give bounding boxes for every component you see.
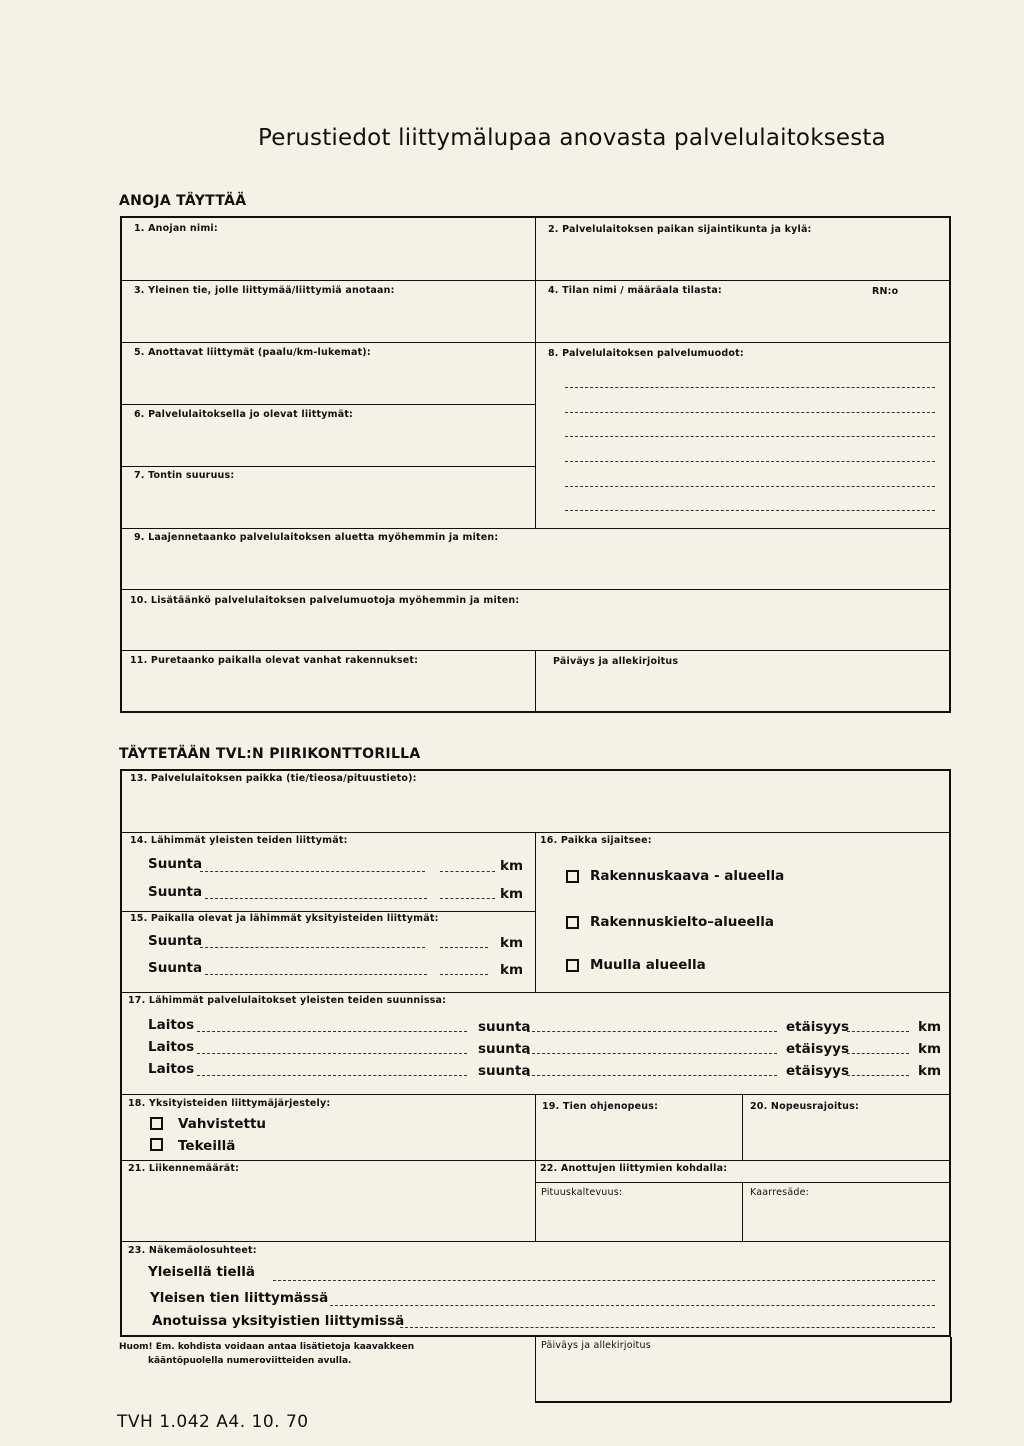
suunta-label: Suunta <box>148 933 203 949</box>
km-line-1b[interactable] <box>440 898 495 899</box>
visibility-private-junction-label: Anotuissa yksityistien liittymissä <box>152 1313 405 1329</box>
km-line-2b[interactable] <box>440 974 488 975</box>
service-forms-line-2[interactable] <box>565 412 935 413</box>
etaisyys-line-1[interactable] <box>847 1031 909 1032</box>
applicant-name-label: 1. Anojan nimi: <box>134 223 218 234</box>
visibility-line-2[interactable] <box>330 1305 935 1306</box>
visibility-line-1[interactable] <box>273 1280 935 1281</box>
checkbox-muulla-alueella[interactable] <box>566 959 579 972</box>
rn-label: RN:o <box>872 286 899 297</box>
laitos-line-2[interactable] <box>197 1053 467 1054</box>
section-heading-applicant: ANOJA TÄYTTÄÄ <box>119 193 247 209</box>
private-road-arrangement-label: 18. Yksityisteiden liittymäjärjestely: <box>128 1098 331 1109</box>
requested-connections-label: 5. Anottavat liittymät (paalu/km-lukemat): <box>134 347 371 358</box>
nearest-services-label: 17. Lähimmät palvelulaitokset yleisten teiden suunnissa: <box>128 995 447 1006</box>
public-road-label: 3. Yleinen tie, jolle liittymää/liittymiä anotaan: <box>134 285 395 296</box>
service-forms-line-6[interactable] <box>565 510 935 511</box>
gradient-label: Pituuskaltevuus: <box>541 1187 623 1198</box>
km-line-2a[interactable] <box>440 947 488 948</box>
date-signature-label-2: Päiväys ja allekirjoitus <box>541 1340 651 1351</box>
note-line-1: Huom! Em. kohdista voidaan antaa lisätietoja kaavakkeen <box>119 1342 415 1352</box>
laitos-label: Laitos <box>148 1017 195 1033</box>
service-location-label: 13. Palvelulaitoksen paikka (tie/tieosa/pituustieto): <box>130 773 417 784</box>
option-vahvistettu: Vahvistettu <box>178 1116 267 1132</box>
km-unit: km <box>500 935 524 951</box>
nearest-public-roads-label: 14. Lähimmät yleisten teiden liittymät: <box>130 835 348 846</box>
demolition-label: 11. Puretaanko paikalla olevat vanhat rakennukset: <box>130 655 419 666</box>
service-forms-line-4[interactable] <box>565 461 935 462</box>
checkbox-vahvistettu[interactable] <box>150 1117 163 1130</box>
laitos-line-3[interactable] <box>197 1075 467 1076</box>
km-unit: km <box>500 962 524 978</box>
suunta-line-1a[interactable] <box>200 871 425 872</box>
visibility-line-3[interactable] <box>400 1327 935 1328</box>
etaisyys-line-2[interactable] <box>847 1053 909 1054</box>
service-forms-line-3[interactable] <box>565 436 935 437</box>
option-muulla-alueella: Muulla alueella <box>590 957 706 973</box>
suunta-line-1b[interactable] <box>205 898 427 899</box>
laitos-line-1[interactable] <box>197 1031 467 1032</box>
place-located-label: 16. Paikka sijaitsee: <box>540 835 652 846</box>
checkbox-tekeilla[interactable] <box>150 1138 163 1151</box>
guide-speed-label: 19. Tien ohjenopeus: <box>542 1101 659 1112</box>
private-roads-label: 15. Paikalla olevat ja lähimmät yksityisteiden liittymät: <box>130 913 439 924</box>
etaisyys-label: etäisyys <box>786 1019 850 1035</box>
section-heading-district-office: TÄYTETÄÄN TVL:N PIIRIKONTTORILLA <box>119 746 421 762</box>
form-title: Perustiedot liittymälupaa anovasta palvelulaitoksesta <box>258 125 886 151</box>
checkbox-rakennuskaava[interactable] <box>566 870 579 883</box>
expansion-label: 9. Laajennetaanko palvelulaitoksen aluetta myöhemmin ja miten: <box>134 532 499 543</box>
existing-connections-label: 6. Palvelulaitoksella jo olevat liittymät: <box>134 409 354 420</box>
option-tekeilla: Tekeillä <box>178 1138 236 1154</box>
suunta-l-label: suunta <box>478 1041 531 1057</box>
suunta-line-2b[interactable] <box>205 974 427 975</box>
visibility-public-road-label: Yleisellä tiellä <box>148 1264 256 1280</box>
note-line-2: kääntöpuolella numeroviitteiden avulla. <box>148 1356 352 1366</box>
form-code: TVH 1.042 A4. 10. 70 <box>117 1412 309 1432</box>
km-unit: km <box>918 1041 942 1057</box>
option-rakennuskielto: Rakennuskielto–alueella <box>590 914 775 930</box>
service-forms-label: 8. Palvelulaitoksen palvelumuodot: <box>548 348 744 359</box>
suunta-label: Suunta <box>148 856 203 872</box>
visibility-public-junction-label: Yleisen tien liittymässä <box>150 1290 329 1306</box>
requested-connections-at-label: 22. Anottujen liittymien kohdalla: <box>540 1163 728 1174</box>
km-line-1a[interactable] <box>440 871 495 872</box>
traffic-volumes-label: 21. Liikennemäärät: <box>128 1163 240 1174</box>
etaisyys-line-3[interactable] <box>847 1075 909 1076</box>
km-unit: km <box>918 1063 942 1079</box>
option-rakennuskaava: Rakennuskaava - alueella <box>590 868 785 884</box>
km-unit: km <box>500 886 524 902</box>
suunta-l-label: suunta <box>478 1019 531 1035</box>
km-unit: km <box>500 858 524 874</box>
suunta-label: Suunta <box>148 960 203 976</box>
suunta-line-3b[interactable] <box>527 1053 777 1054</box>
checkbox-rakennuskielto[interactable] <box>566 916 579 929</box>
lot-size-label: 7. Tontin suuruus: <box>134 470 235 481</box>
suunta-line-3c[interactable] <box>527 1075 777 1076</box>
suunta-line-3a[interactable] <box>527 1031 777 1032</box>
curve-radius-label: Kaarresäde: <box>750 1187 810 1198</box>
etaisyys-label: etäisyys <box>786 1063 850 1079</box>
etaisyys-label: etäisyys <box>786 1041 850 1057</box>
laitos-label: Laitos <box>148 1039 195 1055</box>
estate-name-label: 4. Tilan nimi / määräala tilasta: <box>548 285 722 296</box>
laitos-label: Laitos <box>148 1061 195 1077</box>
visibility-label: 23. Näkemäolosuhteet: <box>128 1245 257 1256</box>
location-label: 2. Palvelulaitoksen paikan sijaintikunta ja kylä: <box>548 224 812 235</box>
km-unit: km <box>918 1019 942 1035</box>
date-signature-label-1: Päiväys ja allekirjoitus <box>553 656 679 667</box>
suunta-label: Suunta <box>148 884 203 900</box>
speed-limit-label: 20. Nopeusrajoitus: <box>750 1101 859 1112</box>
suunta-line-2a[interactable] <box>200 947 425 948</box>
service-forms-line-5[interactable] <box>565 486 935 487</box>
service-forms-line-1[interactable] <box>565 387 935 388</box>
added-services-label: 10. Lisätäänkö palvelulaitoksen palvelumuotoja myöhemmin ja miten: <box>130 595 520 606</box>
suunta-l-label: suunta <box>478 1063 531 1079</box>
